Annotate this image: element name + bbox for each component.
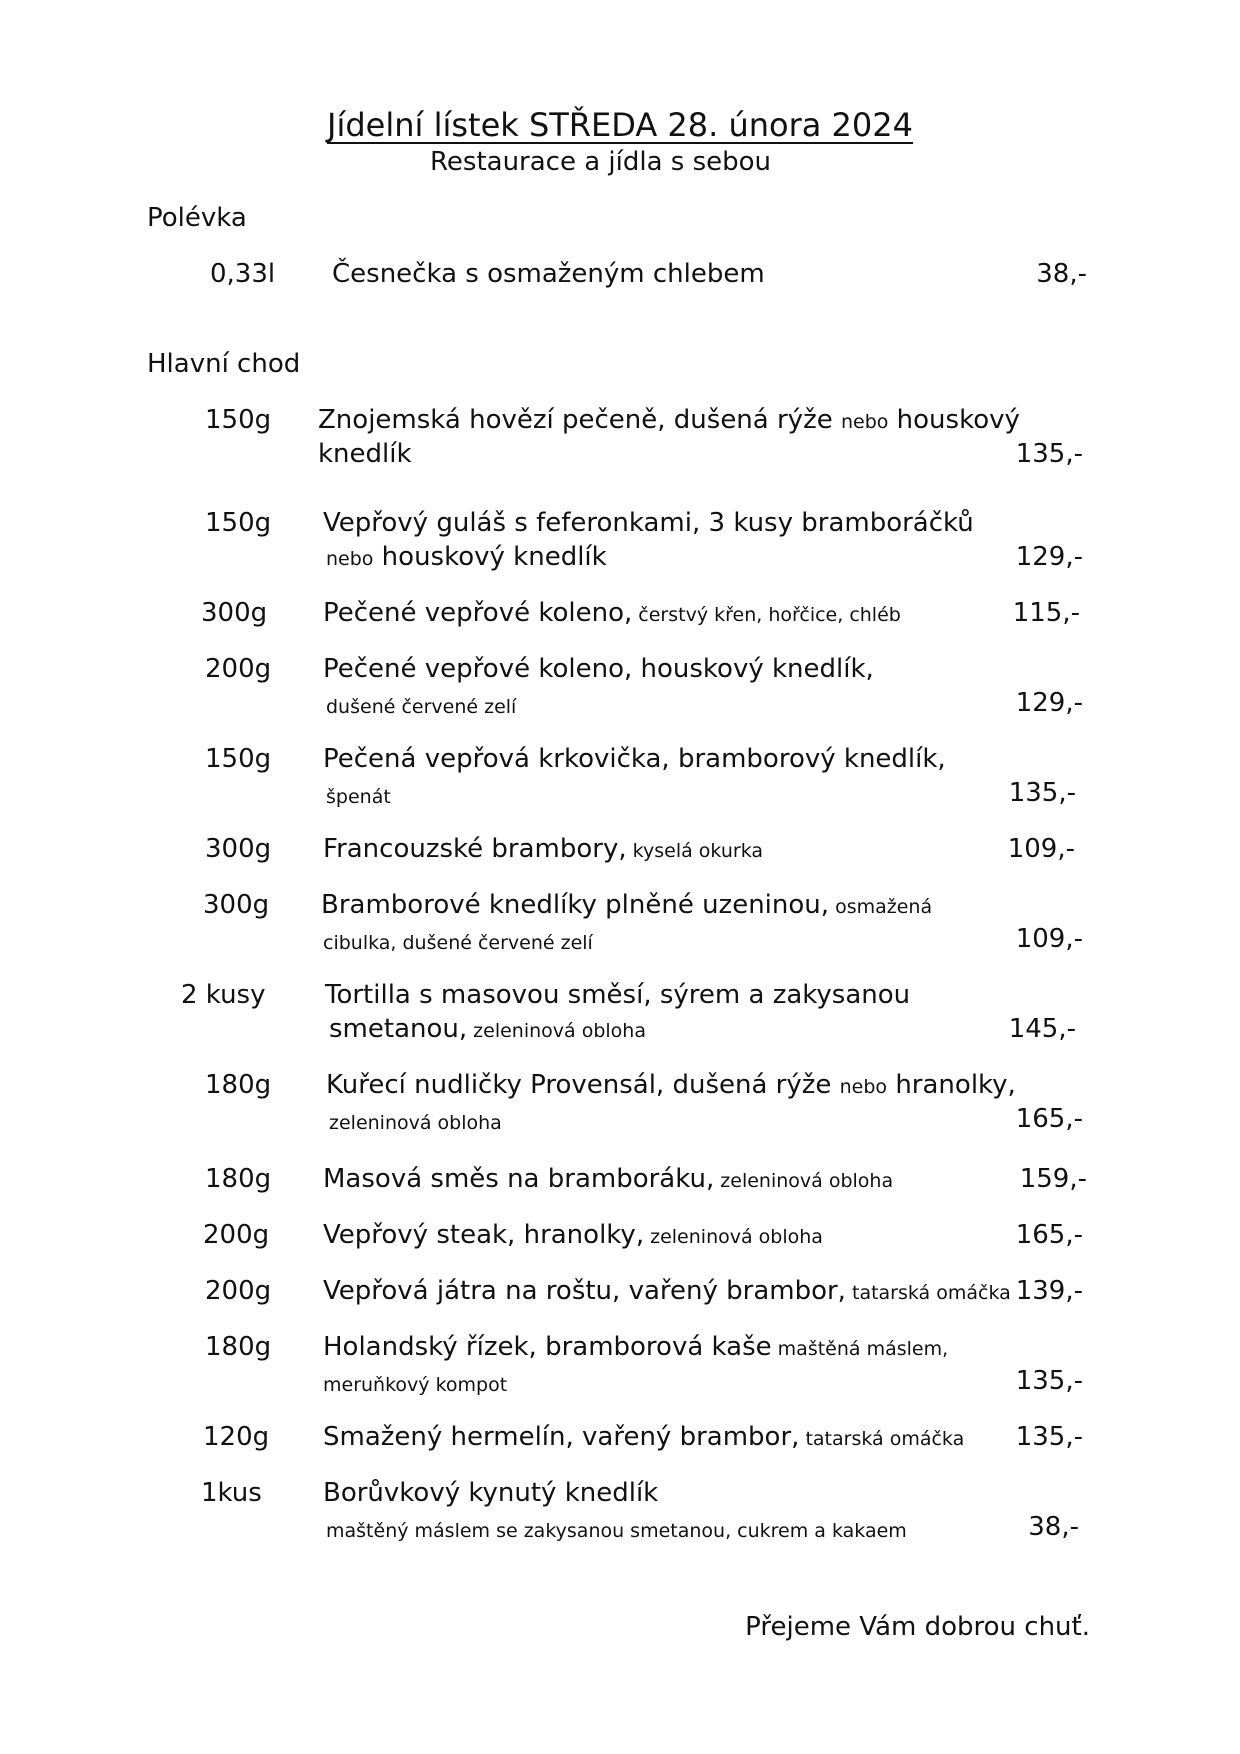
item-name — [321, 887, 932, 925]
item-note: čerstvý křen, hořčice, chléb — [632, 604, 901, 626]
item-price: 135,- — [1015, 439, 1083, 469]
menu-item — [0, 741, 1240, 821]
item-note: nebo — [326, 548, 374, 570]
item-note: kyselá okurka — [626, 840, 764, 862]
item-name — [323, 1419, 964, 1457]
item-name-text: Kuřecí nudličky Provensál, dušená rýže — [326, 1070, 840, 1100]
menu-item — [0, 1475, 1240, 1555]
item-name — [318, 402, 1020, 440]
item-name-text: Pečené vepřové koleno, — [323, 598, 633, 628]
item-name: Pečená vepřová krkovička, bramborový knedlík, — [323, 744, 946, 774]
item-name-text: Holandský řízek, bramborová kaše — [323, 1332, 772, 1362]
item-name-line2-text: smetanou, — [329, 1014, 468, 1044]
item-name-text: Vepřový steak, hranolky, — [323, 1220, 645, 1250]
item-quantity: 0,33l — [210, 259, 276, 289]
item-name-line2 — [326, 539, 607, 577]
item-note: zeleninová obloha — [644, 1226, 823, 1248]
menu-item — [0, 651, 1240, 731]
item-quantity: 1kus — [201, 1478, 262, 1508]
menu-title-text: Jídelní lístek STŘEDA 28. února 2024 — [327, 106, 913, 144]
item-note: zeleninová obloha — [714, 1170, 894, 1192]
item-price: 165,- — [1015, 1220, 1083, 1250]
item-price: 135,- — [1008, 778, 1076, 808]
item-name — [323, 1273, 1011, 1311]
item-name-text: Vepřová játra na roštu, vařený brambor, — [323, 1276, 846, 1306]
menu-item — [0, 887, 1240, 967]
menu-item — [0, 505, 1240, 585]
item-price: 135,- — [1015, 1422, 1083, 1452]
item-price: 129,- — [1015, 542, 1083, 572]
item-note: zeleninová obloha — [467, 1020, 646, 1042]
item-name — [326, 1067, 1016, 1105]
item-note-line2: zeleninová obloha — [329, 1112, 502, 1134]
item-note: osmažená — [829, 896, 933, 918]
item-name-text: Znojemská hovězí pečeně, dušená rýže — [318, 405, 841, 435]
menu-subtitle: Restaurace a jídla s sebou — [430, 147, 772, 177]
item-name: Česnečka s osmaženým chlebem — [332, 259, 765, 289]
item-note-line2: cibulka, dušené červené zelí — [323, 932, 593, 954]
item-quantity: 300g — [201, 598, 268, 628]
menu-item — [0, 256, 1240, 336]
item-quantity: 2 kusy — [181, 980, 266, 1010]
item-note-line2: meruňkový kompot — [323, 1374, 508, 1396]
item-quantity: 180g — [205, 1332, 272, 1362]
item-name — [323, 595, 901, 633]
item-note-line2: dušené červené zelí — [326, 696, 517, 718]
item-price: 109,- — [1007, 834, 1075, 864]
item-name: Vepřový guláš s feferonkami, 3 kusy bramboráčků — [323, 508, 974, 538]
item-quantity: 200g — [205, 1276, 272, 1306]
item-quantity: 150g — [205, 508, 272, 538]
item-name-text: Francouzské brambory, — [323, 834, 627, 864]
item-quantity: 180g — [205, 1070, 272, 1100]
item-price: 109,- — [1015, 924, 1083, 954]
item-name: Tortilla s masovou směsí, sýrem a zakysanou — [325, 980, 911, 1010]
menu-item — [0, 1329, 1240, 1409]
item-name-continued: hranolky, — [887, 1070, 1016, 1100]
item-note-line2: špenát — [326, 786, 391, 808]
item-price: 129,- — [1015, 688, 1083, 718]
item-name — [323, 1329, 948, 1367]
item-quantity: 150g — [205, 744, 272, 774]
item-name-line2: knedlík — [318, 439, 412, 469]
item-note-line2: maštěný máslem se zakysanou smetanou, cukrem a kakaem — [326, 1520, 907, 1542]
menu-item — [0, 1067, 1240, 1147]
item-note: nebo — [839, 1076, 888, 1098]
item-name: Pečené vepřové koleno, houskový knedlík, — [323, 654, 874, 684]
item-price: 165,- — [1015, 1104, 1083, 1134]
item-quantity: 180g — [205, 1164, 272, 1194]
menu-title — [0, 103, 1240, 147]
item-name: Borůvkový kynutý knedlík — [323, 1478, 659, 1508]
item-quantity: 200g — [205, 654, 272, 684]
item-quantity: 300g — [203, 890, 270, 920]
item-name-line2-text: houskový knedlík — [373, 542, 607, 572]
item-price: 139,- — [1015, 1276, 1083, 1306]
item-name-line2 — [329, 1011, 646, 1049]
item-quantity: 150g — [205, 405, 272, 435]
item-price: 159,- — [1019, 1164, 1087, 1194]
menu-item — [0, 977, 1240, 1057]
item-price: 38,- — [1028, 1512, 1079, 1542]
item-name-text: Bramborové knedlíky plněné uzeninou, — [321, 890, 830, 920]
item-price: 115,- — [1012, 598, 1080, 628]
item-quantity: 300g — [205, 834, 272, 864]
item-price: 145,- — [1008, 1014, 1076, 1044]
item-quantity: 120g — [203, 1422, 270, 1452]
section-heading-main: Hlavní chod — [147, 349, 301, 379]
item-name-text: Smažený hermelín, vařený brambor, — [323, 1422, 800, 1452]
item-note: nebo — [840, 411, 889, 433]
item-note: tatarská omáčka — [799, 1428, 965, 1450]
item-name-text: Masová směs na bramboráku, — [323, 1164, 715, 1194]
closing-wish: Přejeme Vám dobrou chuť. — [745, 1612, 1090, 1642]
item-name — [323, 1161, 893, 1199]
item-price: 135,- — [1015, 1366, 1083, 1396]
item-note: tatarská omáčka — [845, 1282, 1011, 1304]
item-price: 38,- — [1036, 259, 1087, 289]
menu-item — [0, 402, 1240, 482]
item-name — [323, 1217, 823, 1255]
item-quantity: 200g — [203, 1220, 270, 1250]
section-heading-soup: Polévka — [147, 203, 247, 233]
item-name-continued: houskový — [888, 405, 1020, 435]
item-name — [323, 831, 763, 869]
item-note: maštěná máslem, — [771, 1338, 949, 1360]
